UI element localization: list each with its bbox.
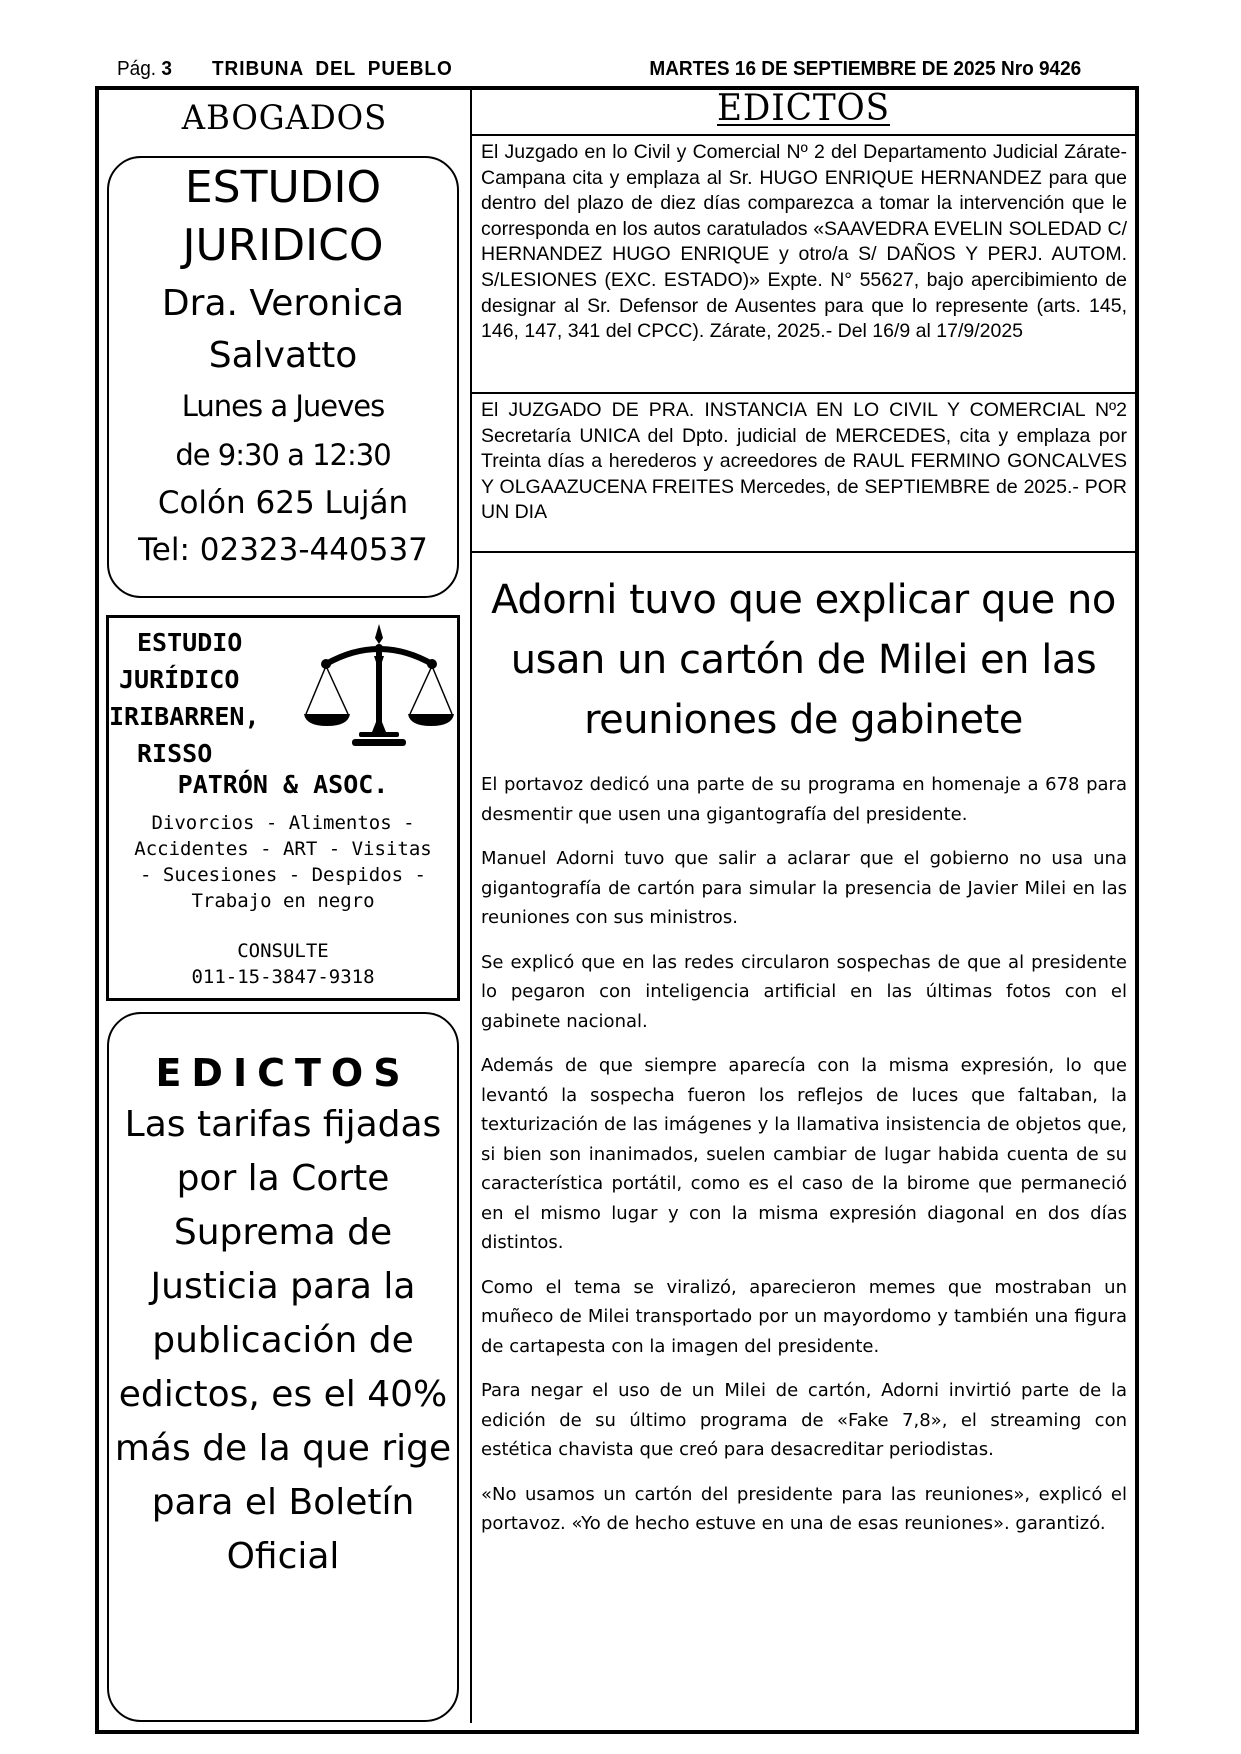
consult-block: [109, 938, 457, 990]
services-line: Trabajo en negro: [191, 890, 375, 912]
right-column: [472, 90, 1135, 1730]
ad-edictos-tarifas: [107, 1012, 459, 1722]
firm-name-line: RISSO: [137, 739, 213, 768]
firm-name-line: PATRÓN & ASOC.: [177, 770, 389, 799]
article-paragraph: El portavoz dedicó una parte de su programa en homenaje a 678 para desmentir que usen una gigantografía del presidente.: [481, 774, 1127, 825]
article-paragraph: Además de que siempre aparecía con la misma expresión, lo que levantó la sospecha fueron los reflejos de luces que faltaban, la texturización de las imágenes y la llamativa insistencia de objetos que, si bien son inanimados, suelen cambiar de lugar habida cuenta de su característica portátil, como es el caso de la birome que permaneció en el mismo lugar y con la misma expresión diagonal en dos días distintos.: [481, 1055, 1127, 1253]
ad-estudio-salvatto: [107, 156, 459, 598]
ad-phone: Tel: 02323-440537: [138, 532, 428, 568]
ad-line: Lunes a Jueves: [181, 389, 385, 423]
section-title-abogados: ABOGADOS: [181, 98, 388, 138]
article-paragraph: Manuel Adorni tuvo que salir a aclarar que el gobierno no usa una gigantografía de cartón para simular la presencia de Javier Milei en las reuniones con sus ministros.: [481, 848, 1127, 928]
masthead: [117, 58, 1081, 86]
firm-name-line: JURÍDICO: [119, 665, 240, 694]
ad-estudio-iribarren: [106, 615, 460, 1001]
page-number: [117, 58, 172, 81]
ad-address: Colón 625 Luján: [157, 485, 409, 521]
ad-line: JURIDICO: [182, 220, 384, 271]
left-column: [99, 90, 470, 1730]
edict-notice: El JUZGADO DE PRA. INSTANCIA EN LO CIVIL Y COMERCIAL Nº2 Secretaría UNICA del Dpto. judicial de MERCEDES, cita y emplaza por Treinta días a herederos y acreedores de RAUL FERMINO GONCALVES Y OLGAAZUCENA FREITES Mercedes, de SEPTIEMBRE de 2025.- POR UN DIA: [472, 392, 1135, 553]
consult-label: CONSULTE: [237, 940, 329, 962]
services-line: - Sucesiones - Despidos -: [140, 864, 426, 886]
ad-line: ESTUDIO: [184, 162, 382, 213]
section-title-edictos: EDICTOS: [716, 88, 890, 129]
firm-name-line: ESTUDIO: [137, 628, 243, 657]
ad-line: de 9:30 a 12:30: [175, 438, 391, 472]
services-line: Accidentes - ART - Visitas: [134, 838, 432, 860]
edict-notice: El Juzgado en lo Civil y Comercial Nº 2 del Departamento Judicial Zárate-Campana cita y emplaza al Sr. HUGO ENRIQUE HERNANDEZ para que dentro del plazo de diez días comparezca a tomar la intervención que le corresponda en los autos caratulados «SAAVEDRA EVELIN SOLEDAD C/ HERNANDEZ HUGO ENRIQUE y otro/a S/ DAÑOS Y PERJ. AUTOM. S/LESIONES (EXC. ESTADO)» Expte. N° 55627, bajo apercibimiento de designar al Sr. Defensor de Ausentes para que lo represente (arts. 145, 146, 147, 341 del CPCC). Zárate, 2025.- Del 16/9 al 17/9/2025: [472, 134, 1135, 392]
article-paragraph: Como el tema se viralizó, aparecieron memes que mostraban un muñeco de Milei transportado por un mayordomo y también una figura de cartapesta con la imagen del presidente.: [481, 1276, 1127, 1357]
article-headline: Adorni tuvo que explicar que no usan un cartón de Milei en las reuniones de gabinete: [491, 577, 1116, 743]
ad-line: Salvatto: [208, 335, 358, 376]
edictos-ad-title: EDICTOS: [155, 1051, 411, 1095]
services-list: [109, 810, 457, 914]
ad-line: Dra. Veronica: [161, 283, 405, 324]
newspaper-name: TRIBUNA DEL PUEBLO: [212, 58, 453, 80]
page-frame: [95, 86, 1139, 1734]
article-paragraph: Para negar el uso de un Milei de cartón, Adorni invirtió parte de la edición de su último programa de «Fake 7,8», el streaming con estética chavista que creó para desacreditar periodistas.: [481, 1380, 1127, 1460]
page-number-value: 3: [161, 58, 172, 80]
issue-date: MARTES 16 DE SEPTIEMBRE DE 2025 Nro 9426: [649, 58, 1082, 80]
consult-phone: 011-15-3847-9318: [191, 966, 375, 988]
page-label: Pág.: [117, 58, 157, 80]
article-paragraph: «No usamos un cartón del presidente para las reuniones», explicó el portavoz. «Yo de hecho estuve en una de esas reuniones». garantizó.: [481, 1483, 1127, 1534]
article-body: [481, 770, 1127, 1554]
scales-of-justice-icon: [304, 622, 454, 754]
edictos-ad-body: Las tarifas fijadas por la Corte Suprema de Justicia para la publicación de edictos, es el 40% más de la que rige para el Boletín Oficial: [114, 1104, 452, 1577]
article-paragraph: Se explicó que en las redes circularon sospechas de que al presidente lo pegaron con inteligencia artificial en las últimas fotos con el gabinete nacional.: [481, 951, 1127, 1032]
firm-name-line: IRIBARREN,: [109, 702, 260, 731]
services-line: Divorcios - Alimentos -: [151, 812, 415, 834]
